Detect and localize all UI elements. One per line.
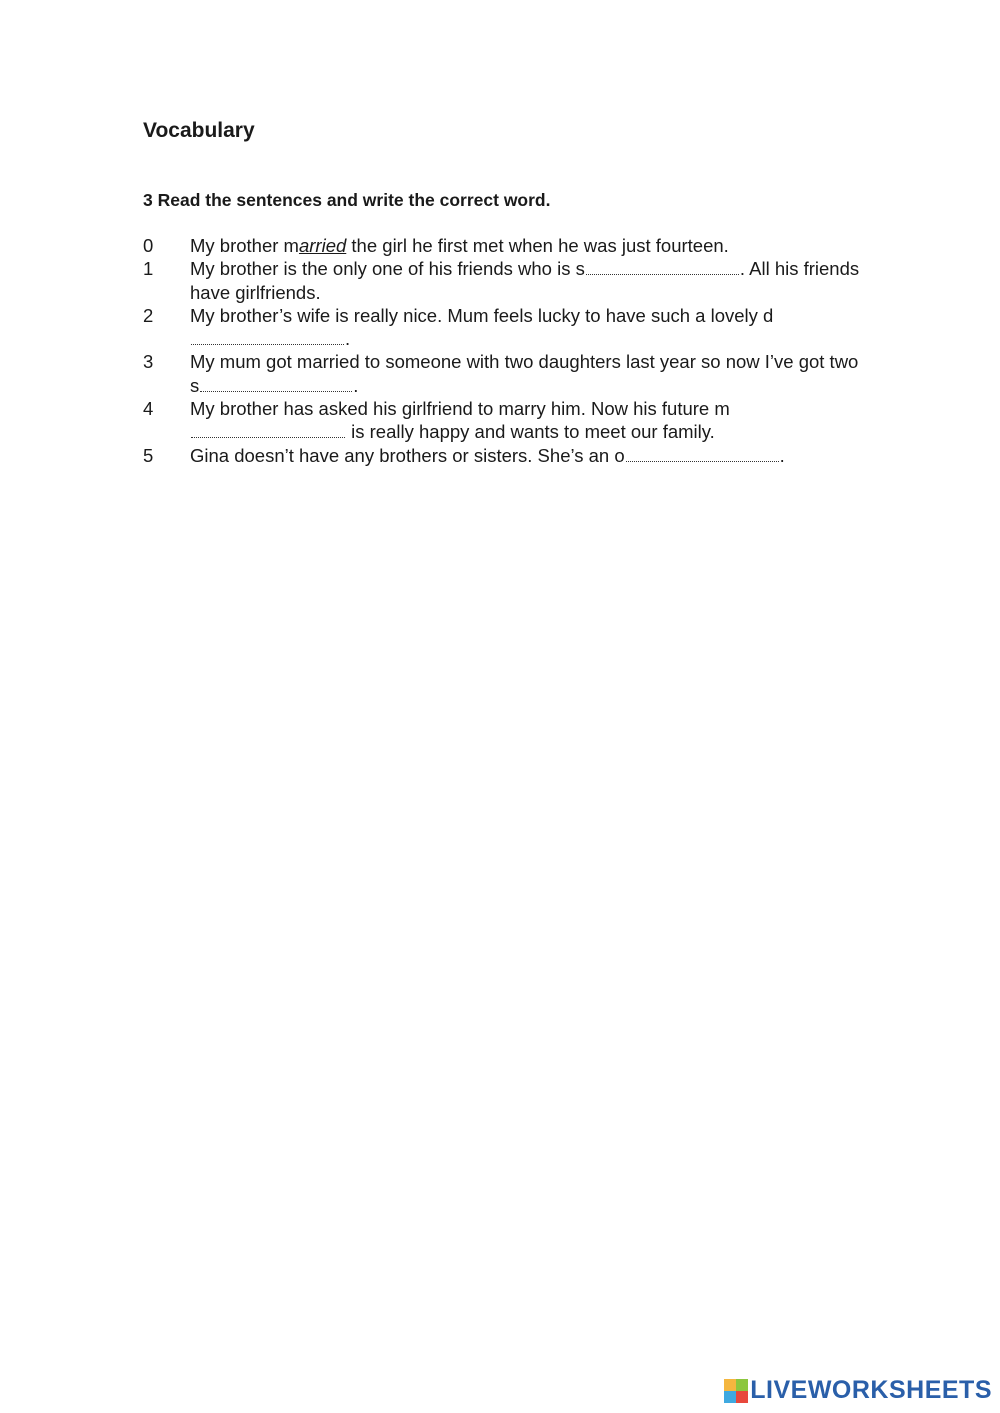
item-text-after: is really happy and wants to meet our family. bbox=[346, 421, 715, 443]
exercise-item-2 bbox=[143, 304, 863, 351]
item-text-before: My brother has asked his girlfriend to marry him. Now his future m bbox=[190, 398, 730, 420]
item-text-before: My brother m bbox=[190, 235, 299, 256]
brand-name: LIVEWORKSHEETS bbox=[750, 1376, 992, 1404]
item-number: 5 bbox=[143, 444, 154, 466]
exercise-item-1 bbox=[143, 257, 863, 304]
item-text-before: Gina doesn’t have any brothers or sisters. She’s an o bbox=[190, 444, 625, 466]
exercise-item-0 bbox=[143, 234, 863, 257]
item-text-before: My brother is the only one of his friends who is s bbox=[190, 258, 585, 280]
page-title: Vocabulary bbox=[143, 119, 255, 142]
item-text-before: My brother’s wife is really nice. Mum feels lucky to have such a lovely d bbox=[190, 304, 774, 326]
item-text bbox=[190, 350, 863, 397]
answer-blank-3[interactable] bbox=[200, 377, 352, 392]
logo-square bbox=[724, 1391, 736, 1403]
item-text-after: the girl he first met when he was just fourteen. bbox=[346, 235, 729, 256]
item-number: 1 bbox=[143, 258, 154, 280]
answer-blank-5[interactable] bbox=[626, 447, 779, 462]
item-text-before: My mum got married to someone with two daughters last year so now I’ve got two s bbox=[190, 351, 859, 396]
item-text bbox=[190, 397, 863, 444]
exercise-item-3 bbox=[143, 350, 863, 397]
item-text bbox=[190, 234, 863, 257]
exercise-item-4 bbox=[143, 397, 863, 444]
exercise-item-5 bbox=[143, 444, 863, 467]
item-text bbox=[190, 304, 863, 351]
logo-square bbox=[724, 1379, 736, 1391]
liveworksheets-brand bbox=[724, 1376, 992, 1405]
liveworksheets-logo-icon bbox=[724, 1379, 748, 1403]
example-answer: arried bbox=[298, 235, 347, 256]
answer-blank-4[interactable] bbox=[191, 423, 345, 438]
item-text-after: . All his friends have girlfriends. bbox=[190, 258, 860, 303]
logo-square bbox=[736, 1379, 748, 1391]
item-number: 4 bbox=[143, 398, 154, 420]
answer-blank-2[interactable] bbox=[191, 330, 344, 345]
item-text bbox=[190, 444, 863, 467]
item-number: 0 bbox=[143, 235, 154, 256]
logo-square bbox=[736, 1391, 748, 1403]
answer-blank-1[interactable] bbox=[586, 260, 739, 275]
item-text-after: . bbox=[779, 444, 785, 466]
item-text-after: . bbox=[345, 328, 351, 350]
item-text bbox=[190, 257, 863, 304]
item-number: 2 bbox=[143, 304, 154, 326]
item-text-after: . bbox=[353, 374, 359, 396]
exercise-list bbox=[143, 234, 863, 467]
exercise-instructions: 3 Read the sentences and write the correct word. bbox=[143, 190, 551, 210]
item-number: 3 bbox=[143, 351, 154, 373]
